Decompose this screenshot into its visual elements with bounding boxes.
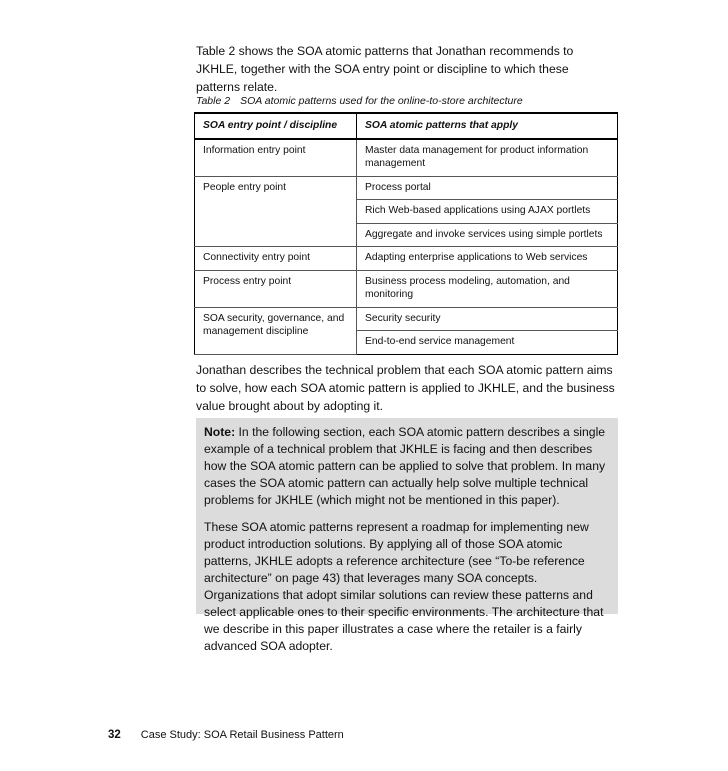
table-number: Table 2 [196, 95, 231, 107]
table-row [195, 247, 618, 271]
table-row [195, 307, 618, 331]
pattern-cell: Business process modeling, automation, and monitoring [357, 270, 618, 307]
entry-point-cell: People entry point [195, 176, 357, 247]
pattern-cell: Rich Web-based applications using AJAX portlets [357, 200, 618, 224]
note-paragraph-2: These SOA atomic patterns represent a roadmap for implementing new product introduction solutions. By applying all of those SOA atomic patterns, JKHLE adopts a reference architecture (see “To-be reference architecture” on page 43) that leverages many SOA concepts. Organizations that adopt similar solutions can review these patterns and select applicable ones to their specific environments. The architecture that we describe in this paper illustrates a case where the retailer is a fairly advanced SOA adopter. [204, 520, 604, 653]
table-row [195, 270, 618, 307]
pattern-cell: End-to-end service management [357, 331, 618, 355]
intro-paragraph: Table 2 shows the SOA atomic patterns that Jonathan recommends to JKHLE, together with the SOA entry point or discipline to which these patterns relate. [196, 44, 574, 94]
description-paragraph: Jonathan describes the technical problem that each SOA atomic pattern aims to solve, how each SOA atomic pattern is applied to JKHLE, and the business value brought about by adopting it. [196, 363, 615, 413]
pattern-cell: Security security [357, 307, 618, 331]
header-patterns: SOA atomic patterns that apply [357, 113, 618, 139]
soa-patterns-table [194, 112, 618, 355]
header-entry-point: SOA entry point / discipline [195, 113, 357, 139]
entry-point-cell: Process entry point [195, 270, 357, 307]
note-text-1: In the following section, each SOA atomic pattern describes a single example of a technical problem that JKHLE is facing and then describes how the SOA atomic pattern can be applied to solve that problem. In many cases the SOA atomic pattern can actually help solve multiple technical problems for JKHLE (which might not be mentioned in this paper). [204, 425, 606, 507]
pattern-cell: Master data management for product information management [357, 139, 618, 177]
note-box [196, 418, 618, 653]
page-footer [108, 729, 344, 741]
page-number: 32 [108, 729, 121, 741]
entry-point-cell: Connectivity entry point [195, 247, 357, 271]
pattern-cell: Aggregate and invoke services using simple portlets [357, 223, 618, 247]
table-row [195, 176, 618, 200]
pattern-cell: Process portal [357, 176, 618, 200]
note-paragraph-1 [204, 424, 610, 509]
pattern-cell: Adapting enterprise applications to Web services [357, 247, 618, 271]
entry-point-cell: SOA security, governance, and management discipline [195, 307, 357, 354]
entry-point-cell: Information entry point [195, 139, 357, 177]
note-label: Note: [204, 425, 236, 439]
running-title: Case Study: SOA Retail Business Pattern [140, 729, 344, 741]
table-header-row [195, 113, 618, 139]
table-row [195, 139, 618, 177]
table-caption [196, 95, 523, 107]
table-caption-text: SOA atomic patterns used for the online-to-store architecture [240, 95, 523, 107]
